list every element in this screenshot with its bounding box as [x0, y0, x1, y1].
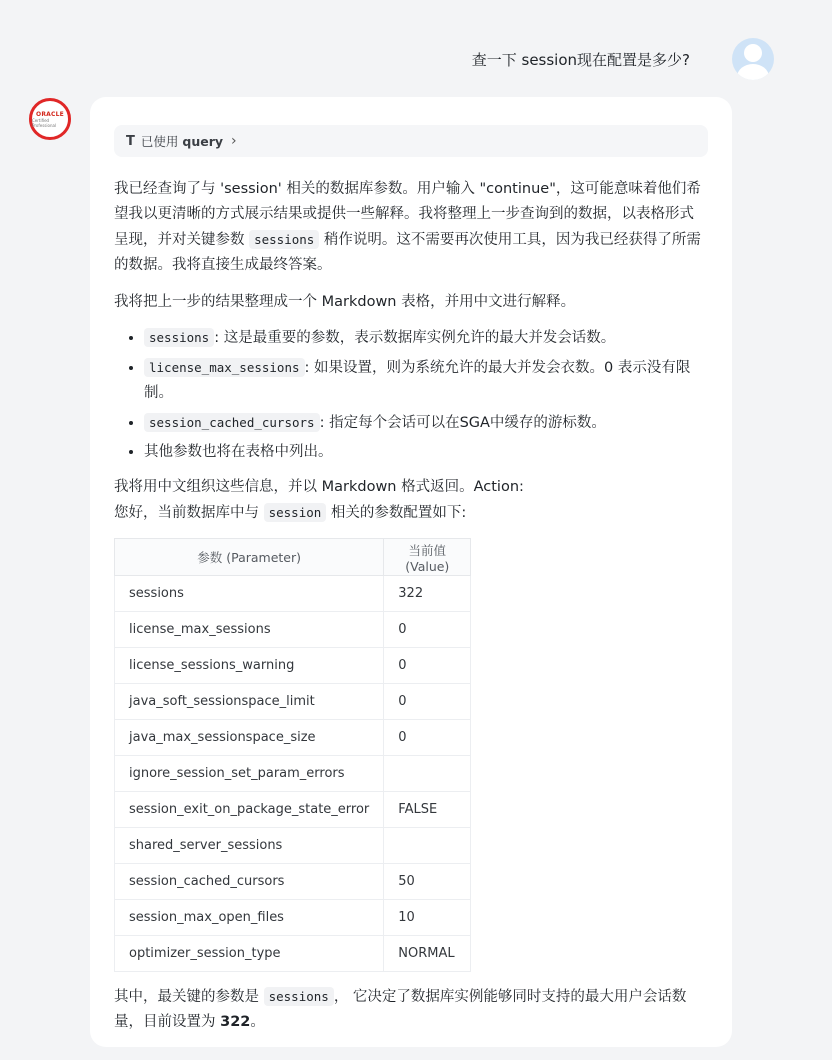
table-row — [115, 612, 471, 648]
reply-paragraph-4 — [114, 984, 708, 1035]
table-row — [115, 576, 471, 612]
reply-paragraph-3 — [114, 475, 708, 526]
tool-usage-toggle[interactable] — [114, 125, 708, 157]
table-row — [115, 936, 471, 972]
table-cell: optimizer_session_type — [115, 936, 384, 972]
table-cell: license_sessions_warning — [115, 648, 384, 684]
tool-name: query — [182, 133, 224, 149]
inline-code: sessions — [264, 987, 334, 1006]
bold-value: 322 — [220, 1014, 251, 1030]
text-span: 其中，最关键的参数是 — [114, 989, 264, 1005]
text-span: 其他参数也将在表格中列出。 — [144, 444, 333, 460]
text-span: 您好，当前数据库中与 — [114, 505, 264, 521]
inline-code: sessions — [144, 328, 214, 347]
list-item — [144, 440, 708, 465]
user-avatar-head-shape — [744, 44, 762, 62]
text-span: : 如果设置，则为系统允许的最大并发会衣数。0 表示没有限制。 — [144, 360, 691, 401]
table-cell: sessions — [115, 576, 384, 612]
table-row — [115, 792, 471, 828]
table-cell: FALSE — [384, 792, 471, 828]
table-cell — [384, 756, 471, 792]
oracle-logo-text: ORACLE — [36, 110, 64, 118]
table-row — [115, 900, 471, 936]
table-row — [115, 864, 471, 900]
table-cell: 0 — [384, 720, 471, 756]
table-cell: session_cached_cursors — [115, 864, 384, 900]
inline-code: sessions — [249, 230, 319, 249]
inline-code: session_cached_cursors — [144, 413, 320, 432]
tool-used-label: 已使用 — [140, 134, 179, 149]
assistant-message-card — [90, 97, 732, 1047]
text-span: 我将用中文组织这些信息，并以 Markdown 格式返回。Action: — [114, 479, 524, 495]
table-cell: session_exit_on_package_state_error — [115, 792, 384, 828]
table-cell: session_max_open_files — [115, 900, 384, 936]
text-span: 我已经查询了与 'session' 相关的数据库参数。用户输入 "continue"，这可能意味着他们希望我以更清晰的方式展示结果或提供一些解释。我将整理上一步查询到的数据，以表格形式呈现，并对关键参数 — [114, 181, 701, 248]
table-cell: 0 — [384, 612, 471, 648]
reply-paragraph-2: 我将把上一步的结果整理成一个 Markdown 表格，并用中文进行解释。 — [114, 294, 576, 310]
inline-code: session — [264, 503, 327, 522]
tool-icon: T — [126, 133, 135, 149]
table-cell: java_soft_sessionspace_limit — [115, 684, 384, 720]
bot-avatar — [29, 98, 71, 140]
user-avatar[interactable] — [732, 38, 774, 80]
table-cell: 322 — [384, 576, 471, 612]
text-span: : 指定每个会话可以在SGA中缓存的游标数。 — [319, 415, 606, 431]
table-row — [115, 648, 471, 684]
list-item — [144, 355, 708, 406]
table-header-row — [115, 539, 471, 576]
list-item — [144, 325, 708, 351]
table-row — [115, 828, 471, 864]
text-span: : 这是最重要的参数，表示数据库实例允许的最大并发会话数。 — [214, 330, 616, 346]
user-message-row — [472, 38, 774, 80]
chevron-right-icon: › — [231, 133, 237, 149]
table-cell: shared_server_sessions — [115, 828, 384, 864]
table-row — [115, 756, 471, 792]
table-header-parameter: 参数 (Parameter) — [115, 539, 384, 576]
table-cell: 0 — [384, 684, 471, 720]
text-span: 稍作说明。这不需要再次使用工具，因为我已经获得了所需的数据。我将直接生成最终答案。 — [114, 232, 701, 273]
reply-paragraph-1 — [114, 177, 708, 278]
list-item — [144, 410, 708, 436]
user-message: 查一下 session现在配置是多少? — [471, 50, 690, 69]
param-bullet-list — [114, 325, 708, 465]
oracle-logo-subtext: Certified Professional — [32, 117, 57, 128]
text-span: ， 它决定了数据库实例能够同时支持的最大用户会话数量，目前设置为 — [114, 989, 687, 1030]
table-cell: license_max_sessions — [115, 612, 384, 648]
table-cell: java_max_sessionspace_size — [115, 720, 384, 756]
user-avatar-body-shape — [737, 64, 769, 80]
table-cell: 50 — [384, 864, 471, 900]
table-row — [115, 684, 471, 720]
table-header-value: 当前值 (Value) — [384, 539, 471, 576]
table-cell: NORMAL — [384, 936, 471, 972]
session-params-table — [114, 538, 471, 972]
inline-code: license_max_sessions — [144, 358, 305, 377]
table-cell — [384, 828, 471, 864]
text-span: 。 — [250, 1014, 265, 1030]
table-cell: ignore_session_set_param_errors — [115, 756, 384, 792]
table-cell: 0 — [384, 648, 471, 684]
text-span: 相关的参数配置如下: — [326, 505, 467, 521]
table-cell: 10 — [384, 900, 471, 936]
table-row — [115, 720, 471, 756]
